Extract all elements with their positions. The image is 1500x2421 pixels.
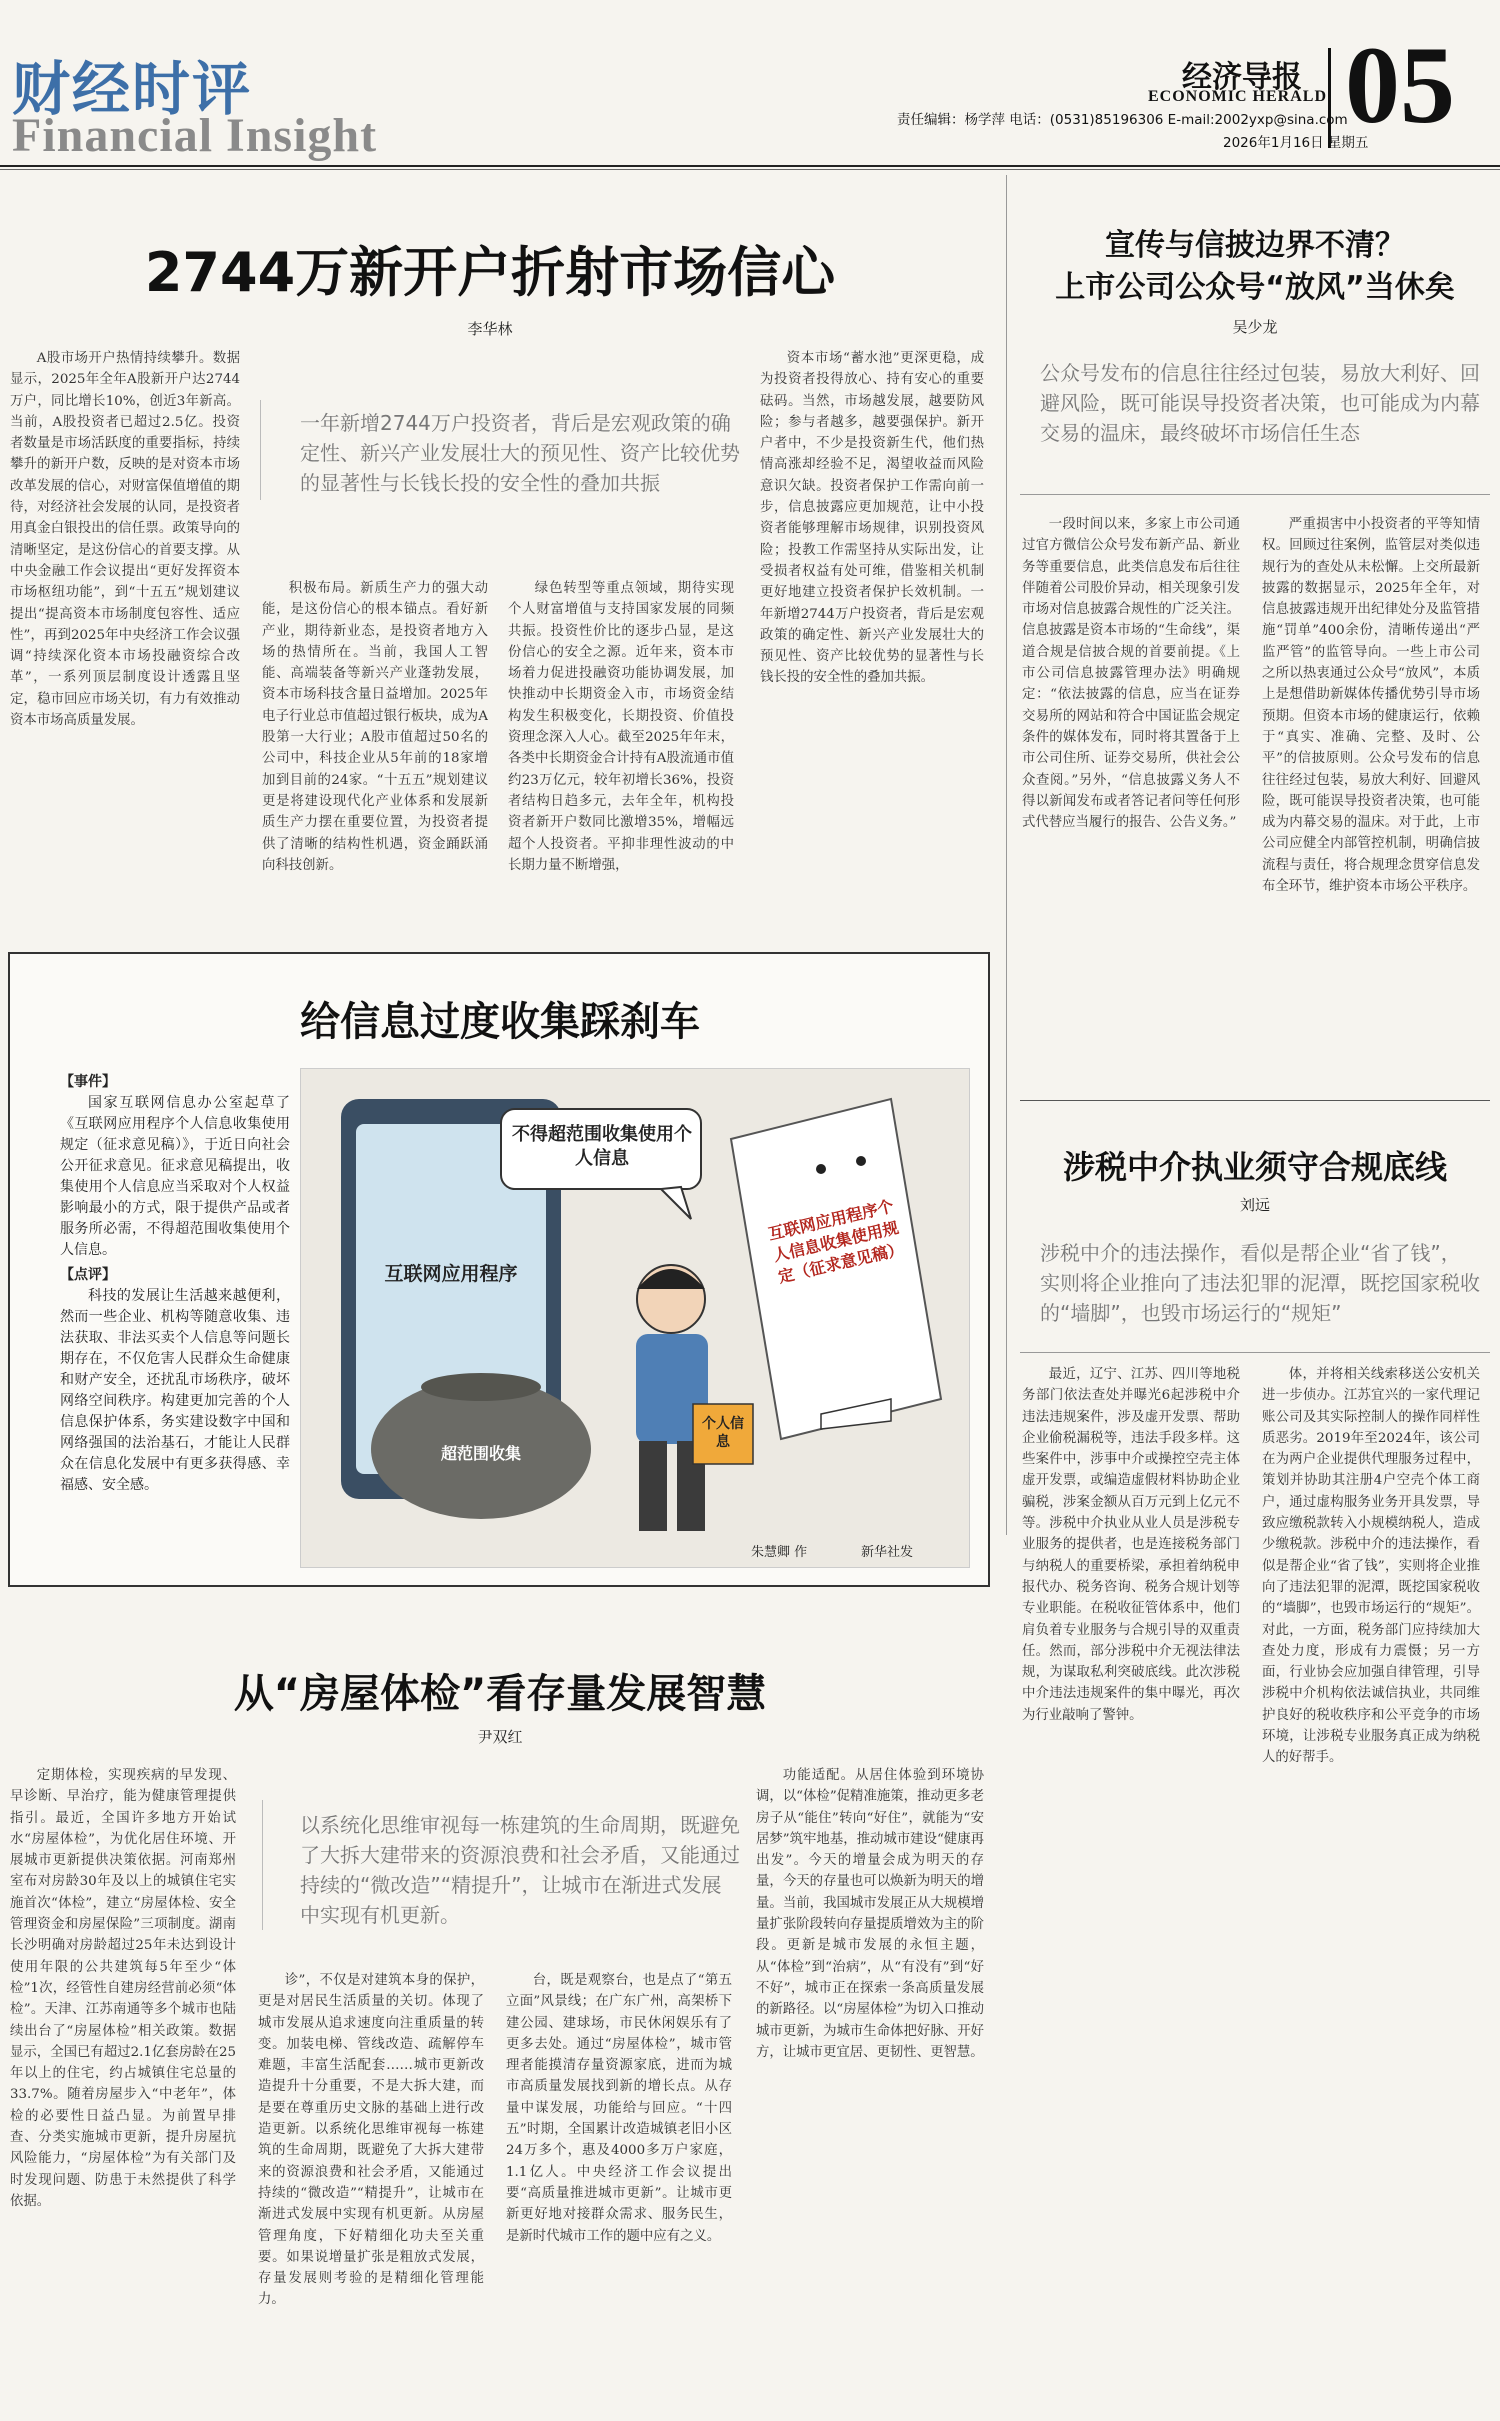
page-number: 05 (1345, 24, 1455, 146)
article5-col4: 功能适配。从居住体验到环境协调，以“体检”促精准施策，推动更多老房子从“能住”转向“好住”，就能为“安居梦”筑牢地基，推动城市建设“健康再出发”。今天的增量会成为明天的存量，今天的存量也可以焕新为明天的增量。当前，我国城市发展正从大规模增量扩张阶段转向存量提质增效为主的阶段。更新是城市发展的永恒主题，从“体检”到“治病”，从“有没有”到“好不好”，城市正在探索一条高质量发展的新路径。以“房屋体检”为切入口推动城市更新，为城市生命体把好脉、开好方，让城市更宜居、更韧性、更智慧。 (756, 1768, 984, 2060)
article1-lead: 一年新增2744万户投资者，背后是宏观政策的确定性、新兴产业发展壮大的预见性、资产比较优势的显著性与长钱长投的安全性的叠加共振 (300, 411, 740, 495)
article4-text (60, 1072, 290, 1562)
cartoon-phone-label: 互联网应用程序 (384, 1263, 518, 1285)
article2-rule (1020, 494, 1490, 495)
lead-marker (260, 400, 261, 500)
article5-col1: 定期体检，实现疾病的早发现、早诊断、早治疗，能为健康管理提供指引。最近，全国许多地方开始试水“房屋体检”，为优化居住环境、开展城市更新提供决策依据。河南郑州室布对房龄30年及以上的城镇住宅实施首次“体检”，建立“房屋体检、安全管理资金和房屋保险”三项制度。湖南长沙明确对房龄超过25年未达到设计使用年限的公共建筑每5年至少“体检”1次，经管性自建房经营前必须“体检”。天津、江苏南通等多个城市也陆续出台了“房屋体检”相关政策。数据显示，全国已有超过2.1亿套房龄在25年以上的住宅，约占城镇住宅总量的33.7%。随着房屋步入“中老年”，体检的必要性日益凸显。为前置早排查、分类实施城市更新，提升房屋抗风险能力，“房屋体检”为有关部门及时发现问题、防患于未然提供了科学依据。 (10, 1768, 236, 2209)
event-tag: 【事件】 (60, 1074, 116, 1090)
cartoon-credit-author: 朱慧卿 作 (751, 1545, 808, 1560)
article3-rule (1020, 1352, 1490, 1353)
article1-author: 李华林 (467, 320, 513, 338)
article4-title: 给信息过度收集踩刹车 (300, 999, 700, 1045)
header-rule (0, 165, 1500, 167)
article5-title: 从“房屋体检”看存量发展智慧 (233, 1671, 767, 1717)
cartoon-speech-text: 不得超范围收集使用个人信息 (512, 1124, 692, 1169)
article3-col2: 体，并将相关线索移送公安机关进一步侦办。江苏宜兴的一家代理记账公司及其实际控制人的操作同样性质恶劣。2019年至2024年，该公司在为两户企业提供代理服务过程中，策划并协助其注册4户空壳个体工商户，通过虚构服务业务开具发票，导致应缴税款转入小规模纳税人，造成少缴税款。涉税中介的违法操作，看似是帮企业“省了钱”，实则将企业推向了违法犯罪的泥潭，既挖国家税收的“墙脚”，也毁市场运行的“规矩”。对此，一方面，税务部门应持续加大查处力度，形成有力震慑；另一方面，行业协会应加强自律管理，引导涉税中介机构依法诚信执业，共同维护良好的税收秩序和公平竞争的市场环境，让涉税专业服务真正成为纳税人的好帮手。 (1262, 1367, 1480, 1766)
lead-marker-5 (262, 1800, 263, 1930)
article1-col2: 积极布局。新质生产力的强大动能，是这份信心的根本锚点。看好新产业，期待新业态，是投资者地方入场的热情所在。当前，我国人工智能、高端装备等新兴产业蓬勃发展，资本市场科技含量日益增加。2025年电子行业总市值超过银行板块，成为A股第一大行业；A股市值超过50名的公司中，科技企业从5年前的18家增加到目前的24家。“十五五”规划建议更是将建设现代化产业体系和发展新质生产力摆在重要位置，为投资者提供了清晰的结构性机遇，资金踊跃涌向科技创新。 (262, 581, 488, 873)
issue-date: 2026年1月16日 星期五 (1223, 135, 1369, 151)
cartoon-card-label: 个人信息 (702, 1416, 744, 1450)
event-text: 国家互联网信息办公室起草了《互联网应用程序个人信息收集使用规定（征求意见稿）》，于近日向社会公开征求意见。征求意见稿提出，收集使用个人信息应当采取对个人权益影响最小的方式，限于提供产品或者服务所必需，不得超范围收集使用个人信息。 (60, 1095, 290, 1258)
article3-title: 涉税中介执业须守合规底线 (1062, 1148, 1447, 1186)
article2-title-line2: 上市公司公众号“放风”当休矣 (1055, 270, 1455, 305)
article2-col1: 一段时间以来，多家上市公司通过官方微信公众号发布新产品、新业务等重要信息，此类信息发布后往往伴随着公司股价异动，相关现象引发市场对信息披露合规性的广泛关注。信息披露是资本市场的“生命线”，渠道合规是信披合规的首要前提。《上市公司信息披露管理办法》明确规定：“依法披露的信息，应当在证券交易所的网站和符合中国证监会规定条件的媒体发布，同时将其置备于上市公司住所、证券交易所，供社会公众查阅。”另外，“信息披露义务人不得以新闻发布或者答记者问等任何形式代替应当履行的报告、公告义务。” (1022, 517, 1240, 831)
article2-title-line1: 宣传与信披边界不清？ (1105, 228, 1405, 263)
article5-lead: 以系统化思维审视每一栋建筑的生命周期，既避免了大拆大建带来的资源浪费和社会矛盾，又能通过持续的“微改造”“精提升”，让城市在渐进式发展中实现有机更新。 (300, 1813, 740, 1927)
right-column-divider (1006, 175, 1007, 1535)
article1-col1: A股市场开户热情持续攀升。数据显示，2025年全年A股新开户达2744万户，同比增长10%，创近3年新高。当前，A股投资者已超过2.5亿。投资者数量是市场活跃度的重要指标，持续攀升的新开户数，反映的是对资本市场改革发展的信心，对财富保值增值的期待，对经济社会发展的认同，是投资者用真金白银投出的信任票。政策导向的清晰坚定，是这份信心的首要支撑。从中央金融工作会议提出“更好发挥资本市场枢纽功能”，到“十五五”规划建议提出“提高资本市场制度包容性、适应性”，再到2025年中央经济工作会议强调“持续深化资本市场投融资综合改革”，一系列顶层制度设计透露且坚定，稳市回应市场关切，有力有效推动资本市场高质量发展。 (10, 351, 240, 729)
article1-title: 2744万新开户折射市场信心 (144, 241, 836, 304)
article1-col3: 绿色转型等重点领域，期待实现个人财富增值与支持国家发展的同频共振。投资性价比的逐步凸显，是这份信心的安全之源。近年来，资本市场着力促进投融资功能协调发展，加快推动中长期资金入市，市场资金结构发生积极变化，长期投资、价值投资理念深入人心。截至2025年年末，各类中长期资金合计持有A股流通市值约23万亿元，较年初增长36%，投资者结构日趋多元，去年全年，机构投资者新开户数同比激增35%，增幅远超个人投资者。平抑非理性波动的中长期力量不断增强， (508, 581, 734, 873)
article3-col1: 最近，辽宁、江苏、四川等地税务部门依法查处并曝光6起涉税中介违法违规案件，涉及虚开发票、帮助企业偷税漏税等，违法手段多样。这些案件中，涉事中介或操控空壳主体虚开发票，或编造虚假材料协助企业骗税，涉案金额从百万元到上亿元不等。涉税中介执业从业人员是涉税专业服务的提供者，也是连接税务部门与纳税人的重要桥梁，承担着纳税申报代办、税务咨询、税务合规计划等专业职能。在税收征管体系中，他们肩负着专业服务与合规引导的双重责任。然而，部分涉税中介无视法律法规，为谋取私利突破底线。此次涉税中介违法违规案件的集中曝光，再次为行业敲响了警钟。 (1022, 1367, 1240, 1723)
comment-tag: 【点评】 (60, 1267, 116, 1283)
cartoon-bag-label: 超范围收集 (441, 1444, 522, 1463)
section-title-cn: 财经时评 (12, 55, 253, 123)
editor-contact: 责任编辑：杨学萍 电话：(0531)85196306 E-mail:2002yxp@sina.com (897, 112, 1348, 128)
article3-author: 刘远 (1239, 1196, 1270, 1214)
header-rule-thin (0, 169, 1500, 170)
article3-top-rule (1020, 1100, 1490, 1101)
article1-col4: 资本市场“蓄水池”更深更稳，成为投资者投得放心、持有安心的重要砝码。当然，市场越发展，越要防风险；参与者越多，越要强保护。新开户者中，不少是投资新生代，他们热情高涨却经验不足，渴望收益而风险意识欠缺。投资者保护工作需向前一步，信息披露应更加规范，让中小投资者能够理解市场规律，识别投资风险；投教工作需坚持从实际出发，让受损者权益有处可维，借鉴相关机制更好地建立投资者保护长效机制。一年新增2744万户投资者，背后是宏观政策的确定性、新兴产业发展壮大的预见性、资产比较优势的显著性与长钱长投的安全性的叠加共振。 (760, 351, 984, 686)
article2-lead: 公众号发布的信息往往经过包装，易放大利好、回避风险，既可能误导投资者决策，也可能成为内幕交易的温床，最终破坏市场信任生态 (1040, 361, 1480, 445)
article5-col2: 诊”，不仅是对建筑本身的保护，更是对居民生活质量的关切。体现了城市发展从追求速度向注重质量的转变。加装电梯、管线改造、疏解停车难题，丰富生活配套……城市更新改造提升十分重要，不是大拆大建，而是要在尊重历史文脉的基础上进行改造更新。以系统化思维审视每一栋建筑的生命周期，既避免了大拆大建带来的资源浪费和社会矛盾，又能通过持续的“微改造”“精提升”，让城市在渐进式发展中实现有机更新。从房屋管理角度，下好精细化功夫至关重要。如果说增量扩张是粗放式发展，存量发展则考验的是精细化管理能力。 (258, 1973, 484, 2308)
paper-name-cn: 经济导报 (1182, 60, 1302, 95)
article3-lead: 涉税中介的违法操作，看似是帮企业“省了钱”，实则将企业推向了违法犯罪的泥潭，既挖国家税收的“墙脚”，也毁市场运行的“规矩” (1040, 1241, 1480, 1325)
section-title-en: Financial Insight (12, 109, 378, 162)
paper-name-en: ECONOMIC HERALD (1148, 88, 1328, 105)
article2-author: 吴少龙 (1232, 318, 1278, 336)
cartoon-document-label: 互联网应用程序个人信息收集使用规定（征求意见稿） (766, 1196, 906, 1287)
article2-col2: 严重损害中小投资者的平等知情权。回顾过往案例，监管层对类似违规行为的查处从未松懈。上交所最新披露的数据显示，2025年全年，对信息披露违规开出纪律处分及监管措施“罚单”400余份，清晰传递出“严监严管”的监管导向。一些上市公司之所以热衷通过公众号“放风”，本质上是想借助新媒体传播优势引导市场预期。但资本市场的健康运行，依赖于“真实、准确、完整、及时、公平”的信披原则。公众号发布的信息往往经过包装，易放大利好、回避风险，既可能误导投资者决策，也可能成为内幕交易的温床。对于此，上市公司应健全内部管控机制，明确信披流程与责任，将合规理念贯穿信息发布全环节，维护资本市场公平秩序。 (1262, 517, 1480, 895)
article5-author: 尹双红 (477, 1728, 523, 1746)
article5-col3: 台，既是观察台，也是点了“第五立面”风景线；在广东广州，高架桥下建公园、建球场，市民休闲娱乐有了更多去处。通过“房屋体检”，城市管理者能摸清存量资源家底，进而为城市高质量发展找到新的增长点。从存量中谋发展，功能给与回应。“十四五”时期，全国累计改造城镇老旧小区24万多个，惠及4000多万户家庭，1.1亿人。中央经济工作会议提出要“高质量推进城市更新”。让城市更新更好地对接群众需求、服务民生，是新时代城市工作的题中应有之义。 (506, 1973, 732, 2244)
cartoon-illustration (300, 1068, 970, 1568)
comment-text: 科技的发展让生活越来越便利，然而一些企业、机构等随意收集、违法获取、非法买卖个人信息等问题长期存在，不仅危害人民群众生命健康和财产安全，还扰乱市场秩序，破坏网络空间秩序。构建更加完善的个人信息保护体系，务实建设数字中国和网络强国的法治基石，才能让人民群众在信息化发展中有更多获得感、幸福感、安全感。 (60, 1288, 290, 1493)
cartoon-credit-agency: 新华社发 (861, 1545, 914, 1560)
